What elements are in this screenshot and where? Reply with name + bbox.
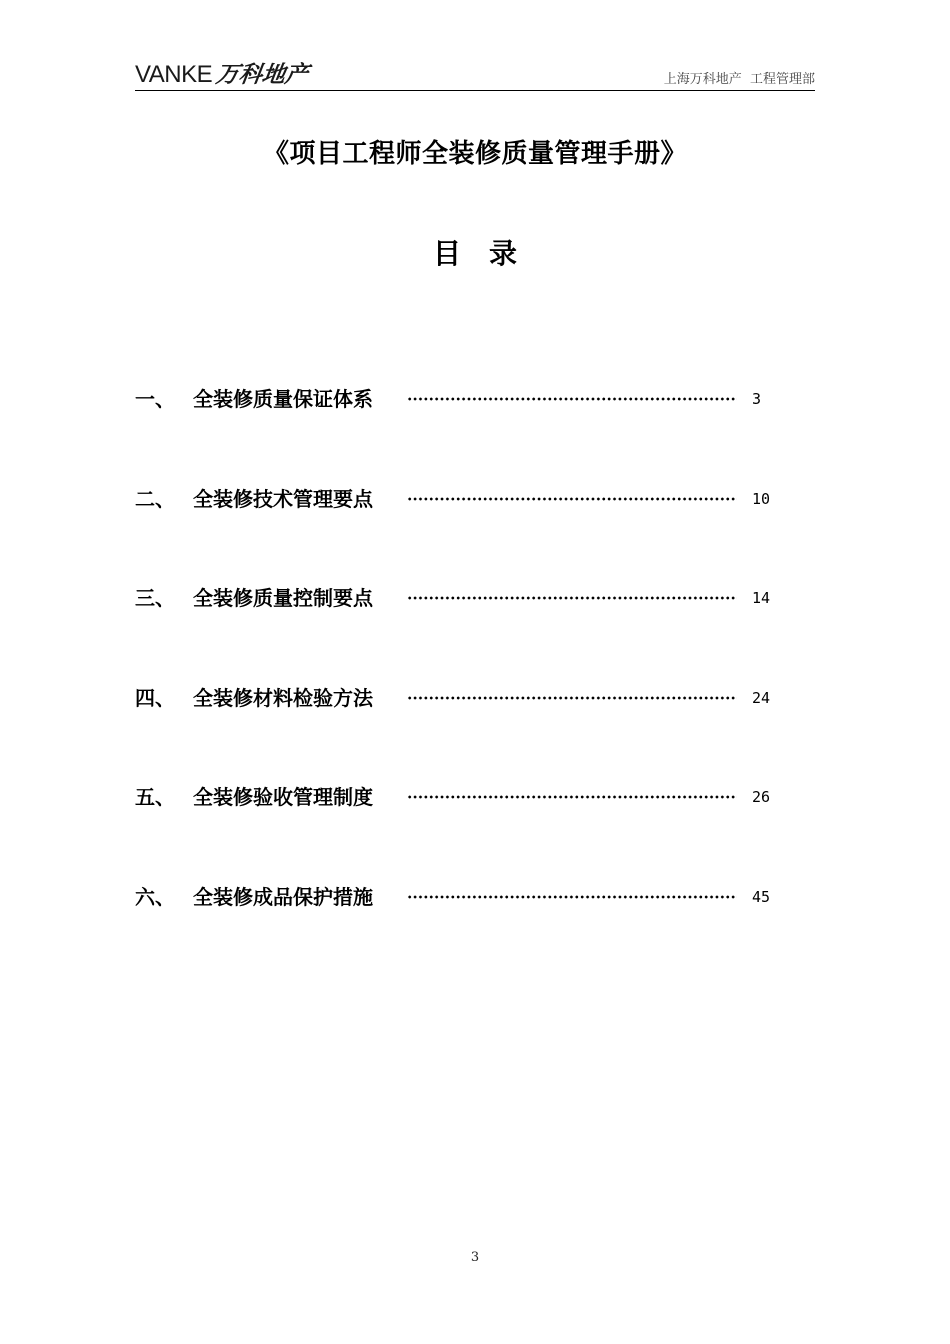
toc-entry-number: 三、: [135, 586, 175, 610]
toc-heading: 目 录: [432, 237, 517, 270]
toc-entry-title: 全装修技术管理要点: [193, 486, 373, 511]
toc-entry[interactable]: [135, 881, 795, 981]
toc-entry-page: 24: [752, 688, 771, 707]
toc-entry-number: 二、: [135, 486, 175, 511]
toc-entry-title: 全装修验收管理制度: [193, 785, 373, 809]
vanke-logo: [135, 60, 308, 88]
toc-entry[interactable]: [135, 582, 795, 682]
page-header: [135, 58, 815, 91]
toc-leader-dots: [407, 396, 737, 402]
logo-cjk-text: 万科地产: [214, 62, 310, 88]
toc-entry-page: 10: [752, 489, 771, 508]
toc-entry[interactable]: [135, 383, 795, 483]
toc-entry[interactable]: [135, 483, 795, 583]
toc-entry-page: 3: [752, 390, 762, 408]
toc-entry[interactable]: [135, 781, 795, 881]
toc-entry-number: 六、: [135, 884, 175, 909]
toc-leader-dots: [407, 894, 737, 900]
toc-leader-dots: [407, 794, 737, 800]
toc-entry-number: 五、: [135, 785, 175, 809]
toc-entry-title: 全装修质量保证体系: [193, 387, 373, 411]
table-of-contents: [135, 383, 795, 980]
toc-entry-page: 14: [752, 589, 771, 607]
page-number: 3: [470, 1250, 480, 1265]
toc-entry-title: 全装修质量控制要点: [193, 586, 373, 610]
toc-entry-title: 全装修材料检验方法: [193, 685, 373, 710]
toc-leader-dots: [407, 595, 737, 601]
toc-entry[interactable]: [135, 682, 795, 782]
logo-latin-text: VANKE: [135, 61, 213, 88]
toc-leader-dots: [407, 496, 737, 502]
toc-entry-page: 26: [752, 788, 771, 806]
toc-leader-dots: [407, 695, 737, 701]
toc-entry-title: 全装修成品保护措施: [193, 884, 373, 909]
toc-entry-number: 一、: [135, 387, 175, 411]
document-title: 《项目工程师全装修质量管理手册》: [262, 139, 687, 169]
toc-entry-page: 45: [752, 887, 771, 906]
toc-entry-number: 四、: [135, 685, 175, 710]
department-label: 上海万科地产 工程管理部: [663, 72, 815, 87]
